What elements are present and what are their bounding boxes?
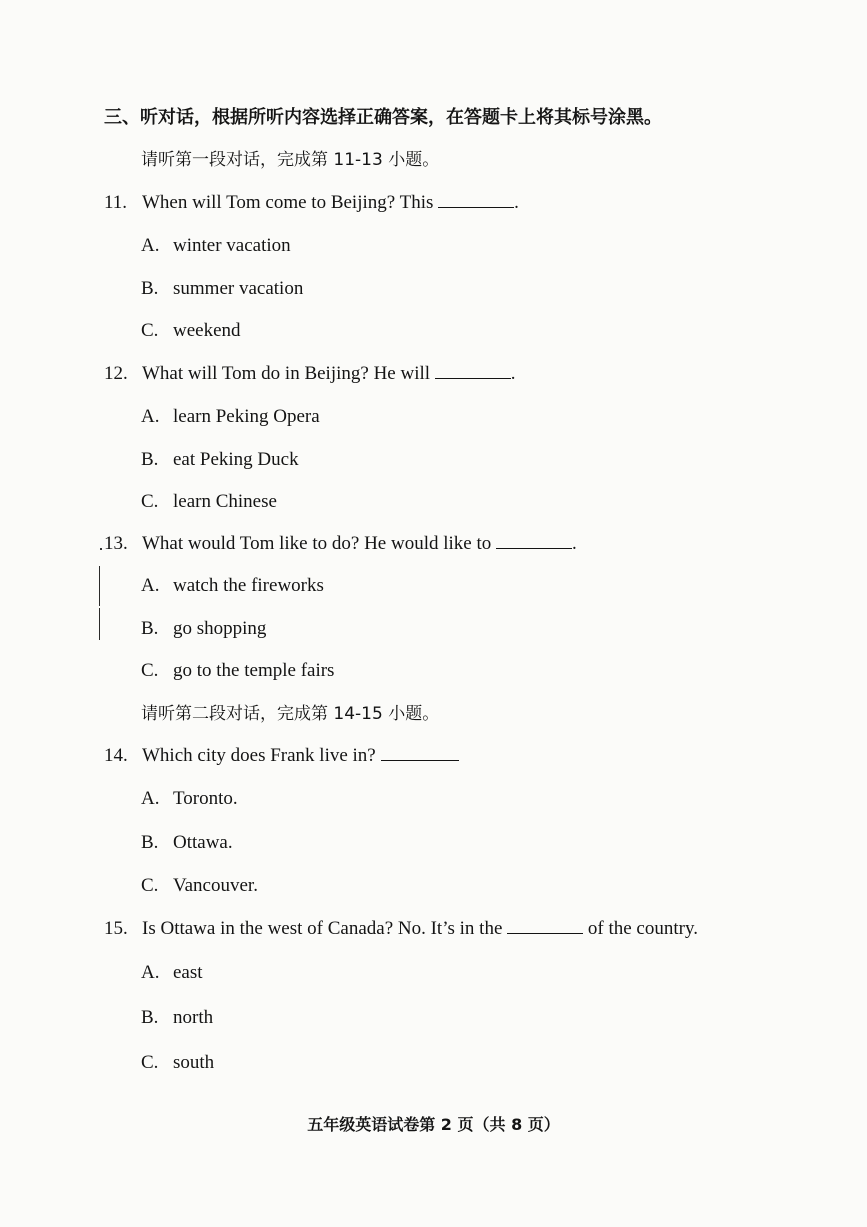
question-15 bbox=[104, 917, 698, 941]
option-letter: A. bbox=[141, 235, 160, 256]
option-12-b bbox=[141, 448, 299, 472]
question-text: Which city does Frank live in? bbox=[142, 745, 376, 766]
option-letter: B. bbox=[141, 618, 159, 639]
question-text-end: . bbox=[514, 192, 519, 213]
option-11-a bbox=[141, 234, 291, 258]
question-12 bbox=[104, 362, 516, 386]
section-heading: 三、听对话，根据所听内容选择正确答案，在答题卡上将其标号涂黑。 bbox=[104, 107, 662, 128]
option-text: eat Peking Duck bbox=[173, 449, 299, 470]
option-13-a bbox=[141, 574, 324, 598]
margin-line-mark bbox=[99, 608, 100, 640]
option-14-a bbox=[141, 787, 238, 811]
question-text: What will Tom do in Beijing? He will bbox=[142, 363, 431, 384]
answer-blank bbox=[381, 746, 459, 761]
question-number: 14. bbox=[104, 745, 128, 766]
option-text: north bbox=[173, 1007, 214, 1028]
question-13 bbox=[104, 532, 577, 556]
option-13-b bbox=[141, 617, 266, 641]
option-text: learn Peking Opera bbox=[173, 406, 320, 427]
option-text: go shopping bbox=[173, 618, 267, 639]
option-text: winter vacation bbox=[173, 235, 291, 256]
option-text: watch the fireworks bbox=[173, 575, 324, 596]
scan-speck bbox=[100, 548, 102, 550]
question-text-end: . bbox=[572, 533, 577, 554]
option-letter: B. bbox=[141, 1007, 159, 1028]
option-12-c bbox=[141, 490, 277, 514]
option-letter: B. bbox=[141, 278, 159, 299]
option-letter: C. bbox=[141, 875, 159, 896]
question-number: 11. bbox=[104, 192, 128, 213]
question-14 bbox=[104, 744, 459, 768]
option-text: summer vacation bbox=[173, 278, 304, 299]
answer-blank bbox=[438, 193, 514, 208]
option-13-c bbox=[141, 659, 334, 683]
option-letter: C. bbox=[141, 491, 159, 512]
option-15-c bbox=[141, 1051, 214, 1075]
question-text: What would Tom like to do? He would like to bbox=[142, 533, 492, 554]
option-15-a bbox=[141, 961, 203, 985]
question-11 bbox=[104, 191, 519, 215]
option-11-c bbox=[141, 319, 241, 343]
dialogue-2-instruction: 请听第二段对话，完成第 14-15 小题。 bbox=[141, 704, 440, 724]
question-text: Is Ottawa in the west of Canada? No. It’s in the bbox=[142, 918, 503, 939]
option-letter: A. bbox=[141, 962, 160, 983]
option-12-a bbox=[141, 405, 320, 429]
page-footer: 五年级英语试卷第 2 页（共 8 页） bbox=[307, 1115, 560, 1134]
option-14-c bbox=[141, 874, 258, 898]
answer-blank bbox=[507, 919, 583, 934]
option-text: Vancouver. bbox=[173, 875, 258, 896]
question-number: 12. bbox=[104, 363, 128, 384]
question-number: 13. bbox=[104, 533, 128, 554]
margin-line-mark bbox=[99, 566, 100, 606]
option-letter: C. bbox=[141, 660, 159, 681]
option-text: go to the temple fairs bbox=[173, 660, 335, 681]
option-text: Toronto. bbox=[173, 788, 238, 809]
option-15-b bbox=[141, 1006, 213, 1030]
option-11-b bbox=[141, 277, 303, 301]
option-14-b bbox=[141, 831, 233, 855]
option-text: south bbox=[173, 1052, 215, 1073]
option-text: Ottawa. bbox=[173, 832, 233, 853]
option-letter: C. bbox=[141, 320, 159, 341]
question-text: When will Tom come to Beijing? This bbox=[142, 192, 434, 213]
option-letter: B. bbox=[141, 449, 159, 470]
option-text: learn Chinese bbox=[173, 491, 277, 512]
option-text: weekend bbox=[173, 320, 241, 341]
question-number: 15. bbox=[104, 918, 128, 939]
answer-blank bbox=[435, 364, 511, 379]
option-letter: B. bbox=[141, 832, 159, 853]
dialogue-1-instruction: 请听第一段对话，完成第 11-13 小题。 bbox=[141, 150, 440, 170]
question-text-end: of the country. bbox=[587, 918, 698, 939]
answer-blank bbox=[496, 534, 572, 549]
option-letter: A. bbox=[141, 406, 160, 427]
option-letter: A. bbox=[141, 575, 160, 596]
option-letter: A. bbox=[141, 788, 160, 809]
question-text-end: . bbox=[510, 363, 516, 384]
option-letter: C. bbox=[141, 1052, 159, 1073]
option-text: east bbox=[173, 962, 203, 983]
